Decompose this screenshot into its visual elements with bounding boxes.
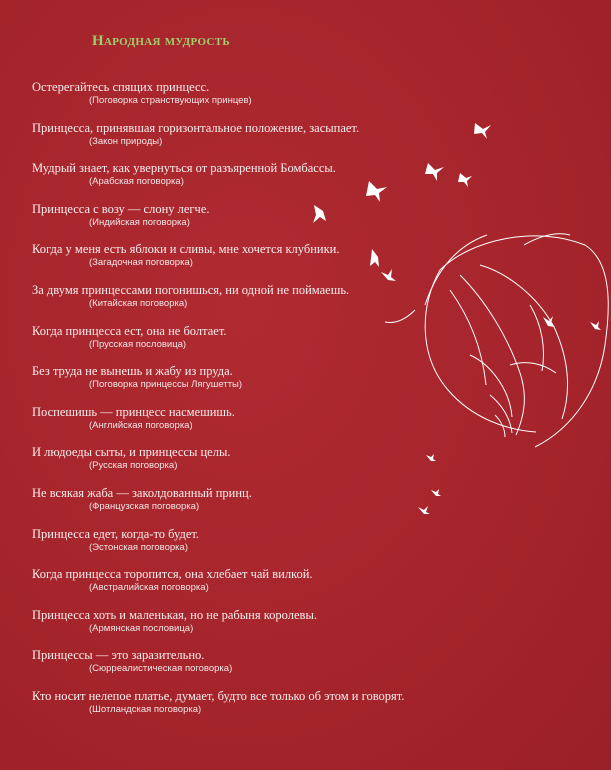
proverb-text: Принцесса едет, когда-то будет.: [32, 526, 200, 541]
swallow-icon: [425, 163, 444, 181]
swallow-icon: [458, 173, 472, 187]
proverb-text: Мудрый знает, как увернуться от разъяренной Бомбассы.: [32, 161, 336, 176]
proverb-text: Не всякая жаба — заколдованный принц.: [32, 485, 252, 500]
swallow-icon: [366, 181, 387, 202]
swallow-icon: [370, 249, 379, 267]
page-title: Народная мудрость: [92, 33, 230, 49]
proverb-text: Когда принцесса ест, она не болтает.: [32, 323, 227, 338]
proverb-text: Поспешишь — принцесс насмешишь.: [32, 404, 235, 419]
swallow-birds: [313, 123, 601, 514]
proverb-source: (Арабская поговорка): [89, 176, 184, 188]
swallow-icon: [381, 269, 396, 281]
proverb-source: (Эстонская поговорка): [89, 541, 188, 553]
swallow-icon: [426, 454, 436, 461]
proverb-source: (Французская поговорка): [89, 500, 200, 512]
swallow-icon: [590, 321, 601, 330]
proverb-text: Принцесса с возу — слону легче.: [32, 201, 210, 216]
proverb-source: (Сюрреалистическая поговорка): [89, 663, 233, 675]
swallow-icon: [418, 506, 430, 514]
proverb-source: (Английская поговорка): [89, 419, 193, 431]
proverb-source: (Австралийская поговорка): [89, 582, 209, 594]
proverb-source: (Поговорка принцессы Лягушетты): [89, 379, 243, 391]
proverb-source: (Индийская поговорка): [89, 216, 190, 228]
swallows-and-princess-illustration: [300, 115, 611, 535]
proverb-source: (Поговорка странствующих принцев): [89, 95, 252, 106]
proverb-text: Когда у меня есть яблоки и сливы, мне хочется клубники.: [32, 242, 340, 257]
proverb-entry: [32, 608, 452, 649]
proverb-text: Принцесса, принявшая горизонтальное положение, засыпает.: [32, 120, 360, 135]
proverb-text: Остерегайтесь спящих принцесс.: [32, 80, 210, 94]
proverb-text: Принцесса хоть и маленькая, но не рабыня королевы.: [32, 607, 317, 622]
proverb-source: (Загадочная поговорка): [89, 257, 193, 269]
falling-princess-figure: [385, 234, 608, 447]
proverb-entry: [32, 567, 452, 608]
swallow-icon: [431, 489, 441, 496]
proverb-source: (Китайская поговорка): [89, 297, 188, 309]
proverb-text: Кто носит нелепое платье, думает, будто все только об этом и говорят.: [32, 688, 405, 703]
swallow-icon: [313, 205, 326, 223]
proverb-text: За двумя принцессами погонишься, ни одной не поймаешь.: [32, 282, 350, 297]
proverb-source: (Армянская пословица): [89, 622, 194, 634]
proverb-text: И людоеды сыты, и принцессы целы.: [32, 445, 231, 460]
proverb-source: (Закон природы): [89, 135, 163, 147]
proverb-source: (Шотландская поговорка): [89, 703, 202, 715]
swallow-icon: [474, 123, 491, 139]
proverb-text: Без труда не вынешь и жабу из пруда.: [32, 364, 233, 379]
proverb-entry: [32, 689, 452, 730]
proverb-entry: [32, 648, 452, 689]
proverb-source: (Русская поговорка): [89, 460, 178, 472]
proverb-text: Когда принцесса торопится, она хлебает чай вилкой.: [32, 567, 313, 582]
proverb-text: Принцессы — это заразительно.: [32, 648, 205, 663]
proverb-source: (Прусская пословица): [89, 338, 187, 350]
